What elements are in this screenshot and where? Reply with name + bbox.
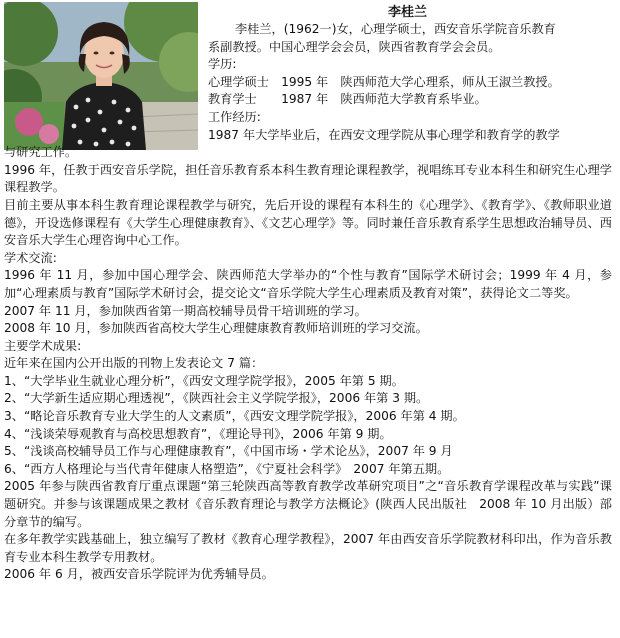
paper-item-6: 6、“西方人格理论与当代青年健康人格塑造”，《宁夏社会科学》 2007 年第五期。 — [4, 461, 450, 476]
work-heading: 工作经历: — [208, 109, 261, 124]
work-paragraph-3: 目前主要从事本科生教育理论课程教学与研究，先后开设的课程有本科生的《心理学》、《教育学》、《教师职业道德》，开设选修课程有《大学生心理健康教育》、《文艺心理学》等。同时兼任音乐教育系学生思想政治辅导员、西安音乐大学生心理咨询中心工作。 — [4, 197, 612, 248]
education-item-1: 心理学硕士 1995 年 陕西师范大学心理系，师从王淑兰教授。 — [208, 74, 560, 89]
paper-item-1: 1、“大学毕业生就业心理分析”，《西安文理学院学报》，2005 年第 5 期。 — [4, 373, 404, 388]
paper-item-4: 4、“浅谈荣辱观教育与高校思想教育”，《理论导刊》，2006 年第 9 期。 — [4, 426, 392, 441]
achievements-heading: 主要学术成果: — [4, 338, 82, 353]
work-line-2: 与研究工作。 — [4, 145, 78, 160]
exchange-heading: 学术交流: — [4, 250, 57, 265]
intro-line-1: 李桂兰，(1962一)女，心理学硕士，西安音乐学院音乐教育 — [235, 22, 556, 36]
education-heading: 学历: — [208, 57, 237, 72]
project-paragraph: 2005 年参与陕西省教育厅重点课题“第三轮陕西高等教育教学改革研究项目”之“音乐教育学课程改革与实践”课题研究。并参与该课题成果之教材《音乐教育理论与教学方法概论》(陕西人民出版社 2008 年 10 月出版）部分章节的编写。 — [4, 479, 612, 529]
textbook-paragraph: 在多年教学实践基础上，独立编写了教材《教育心理学教程》，2007 年由西安音乐学院教材科印出，作为音乐教育专业本科生教学专用教材。 — [4, 532, 612, 564]
work-paragraph-2: 1996 年，任教于西安音乐学院，担任音乐教育系本科生教育理论课程教学，视唱练耳专业本科生和研究生心理学课程教学。 — [4, 162, 612, 195]
person-name-title: 李桂兰 — [388, 5, 428, 20]
paper-item-5: 5、“浅谈高校辅导员工作与心理健康教育”，《中国市场・学术论丛》，2007 年 9 月 — [4, 444, 453, 459]
achievements-intro: 近年来在国内公开出版的刊物上发表论文 7 篇： — [4, 356, 264, 371]
paper-item-2: 2、“大学新生适应期心理透视”，《陕西社会主义学院学报》，2006 年第 3 期。 — [4, 391, 429, 406]
exchange-paragraph-3: 2008 年 10 月，参加陕西省高校大学生心理健康教育教师培训班的学习交流。 — [4, 321, 428, 336]
paper-item-3: 3、“略论音乐教育专业大学生的人文素质”，《西安文理学院学报》，2006 年第 4 期。 — [4, 409, 465, 424]
work-line-1: 1987 年大学毕业后，在西安文理学院从事心理学和教育学的教学 — [208, 127, 560, 142]
exchange-paragraph-2: 2007 年 11 月，参加陕西省第一期高校辅导员骨干培训班的学习。 — [4, 303, 367, 318]
exchange-paragraph-1: 1996 年 11 月，参加中国心理学会、陕西师范大学举办的“个性与教育”国际学术研讨会；1999 年 4 月，参加“心理素质与教育”国际学术研讨会，提交论文“音乐学院大学生心理素质及教育对策”，获得论文二等奖。 — [4, 268, 612, 300]
award-paragraph: 2006 年 6 月，被西安音乐学院评为优秀辅导员。 — [4, 567, 274, 582]
biography-text — [4, 2, 612, 584]
intro-line-2: 系副教授。中国心理学会会员，陕西省教育学会会员。 — [208, 39, 501, 54]
top-block — [208, 2, 612, 144]
education-item-2: 教育学士 1987 年 陕西师范大学教育系毕业。 — [208, 92, 487, 107]
